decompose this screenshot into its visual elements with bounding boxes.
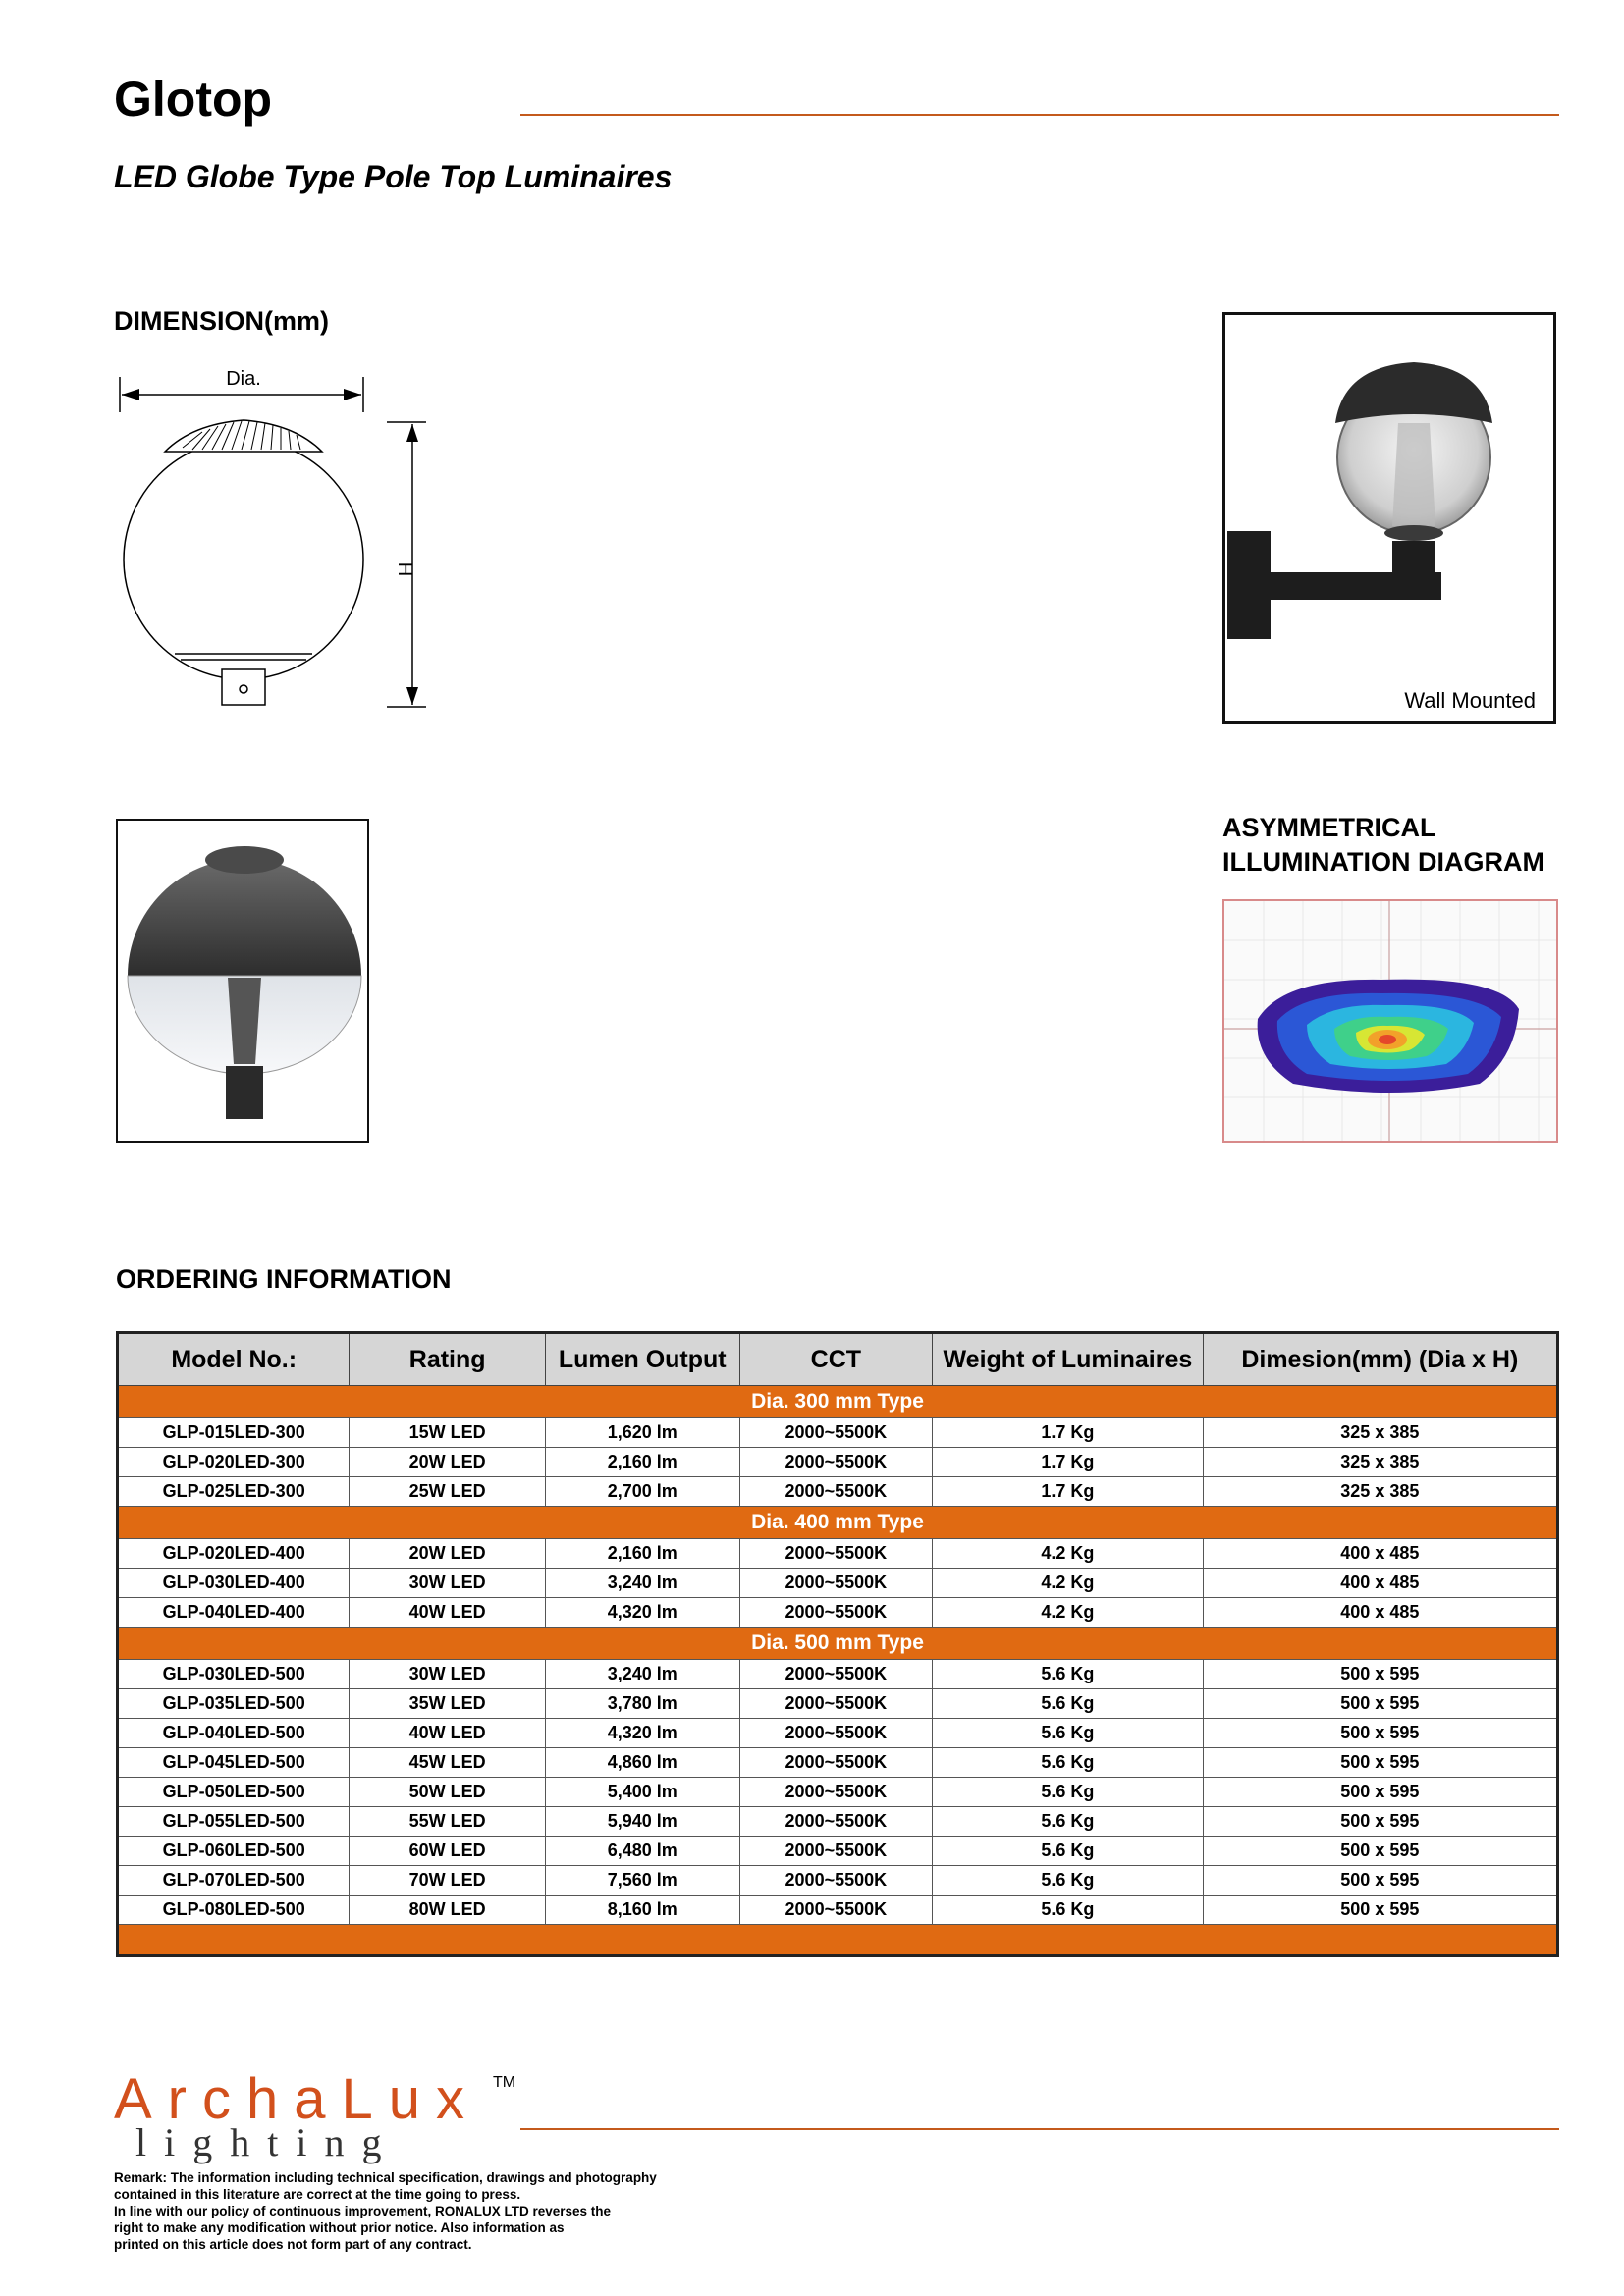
- cell-model: GLP-030LED-500: [118, 1660, 350, 1689]
- table-row: [118, 1748, 1558, 1778]
- cell-rating: 25W LED: [350, 1477, 546, 1507]
- remark-line: Remark: The information including technical specification, drawings and photography: [114, 2170, 657, 2185]
- remark-line: printed on this article does not form part of any contract.: [114, 2237, 472, 2252]
- cell-lumen: 3,240 lm: [545, 1660, 739, 1689]
- cell-lumen: 6,480 lm: [545, 1837, 739, 1866]
- group-header-500: Dia. 500 mm Type: [118, 1628, 1558, 1660]
- cell-weight: 5.6 Kg: [933, 1807, 1203, 1837]
- table-row: [118, 1539, 1558, 1569]
- cell-cct: 2000~5500K: [739, 1477, 933, 1507]
- remark-line: right to make any modification without prior notice. Also information as: [114, 2220, 565, 2235]
- remark-text: [114, 2169, 801, 2253]
- cell-rating: 40W LED: [350, 1719, 546, 1748]
- cell-model: GLP-040LED-500: [118, 1719, 350, 1748]
- cell-model: GLP-080LED-500: [118, 1896, 350, 1925]
- cell-dimension: 500 x 595: [1203, 1660, 1557, 1689]
- cell-weight: 5.6 Kg: [933, 1896, 1203, 1925]
- cell-rating: 80W LED: [350, 1896, 546, 1925]
- cell-rating: 15W LED: [350, 1418, 546, 1448]
- cell-cct: 2000~5500K: [739, 1866, 933, 1896]
- cell-weight: 5.6 Kg: [933, 1660, 1203, 1689]
- cell-rating: 35W LED: [350, 1689, 546, 1719]
- illumination-heading-line1: ASYMMETRICAL: [1222, 813, 1436, 842]
- dia-label: Dia.: [226, 368, 261, 390]
- cell-weight: 5.6 Kg: [933, 1866, 1203, 1896]
- table-row: [118, 1418, 1558, 1448]
- cell-rating: 70W LED: [350, 1866, 546, 1896]
- cell-dimension: 500 x 595: [1203, 1748, 1557, 1778]
- cell-model: GLP-050LED-500: [118, 1778, 350, 1807]
- cell-rating: 20W LED: [350, 1539, 546, 1569]
- cell-cct: 2000~5500K: [739, 1719, 933, 1748]
- table-row: [118, 1807, 1558, 1837]
- cell-lumen: 4,320 lm: [545, 1598, 739, 1628]
- cell-weight: 4.2 Kg: [933, 1539, 1203, 1569]
- footer-divider: [520, 2128, 1559, 2130]
- table-row: [118, 1569, 1558, 1598]
- cell-lumen: 2,160 lm: [545, 1448, 739, 1477]
- cell-dimension: 500 x 595: [1203, 1689, 1557, 1719]
- logo-tagline: lighting: [135, 2120, 400, 2164]
- cell-dimension: 500 x 595: [1203, 1866, 1557, 1896]
- cell-model: GLP-045LED-500: [118, 1748, 350, 1778]
- cell-lumen: 2,160 lm: [545, 1539, 739, 1569]
- dimension-drawing: [114, 363, 438, 726]
- cell-weight: 1.7 Kg: [933, 1448, 1203, 1477]
- ordering-table-container: [116, 1331, 1559, 1957]
- table-row: [118, 1448, 1558, 1477]
- wall-mounted-photo: [1222, 312, 1556, 724]
- cell-rating: 20W LED: [350, 1448, 546, 1477]
- cell-lumen: 2,700 lm: [545, 1477, 739, 1507]
- cell-model: GLP-055LED-500: [118, 1807, 350, 1837]
- cell-weight: 5.6 Kg: [933, 1778, 1203, 1807]
- cell-lumen: 3,240 lm: [545, 1569, 739, 1598]
- cell-weight: 5.6 Kg: [933, 1748, 1203, 1778]
- archalux-logo: [114, 2061, 526, 2169]
- col-cct: CCT: [739, 1333, 933, 1386]
- table-row: [118, 1837, 1558, 1866]
- table-row: [118, 1866, 1558, 1896]
- col-model: Model No.:: [118, 1333, 350, 1386]
- cell-cct: 2000~5500K: [739, 1598, 933, 1628]
- cell-weight: 5.6 Kg: [933, 1837, 1203, 1866]
- cell-cct: 2000~5500K: [739, 1660, 933, 1689]
- cell-cct: 2000~5500K: [739, 1807, 933, 1837]
- cell-lumen: 1,620 lm: [545, 1418, 739, 1448]
- cell-lumen: 4,320 lm: [545, 1719, 739, 1748]
- cell-cct: 2000~5500K: [739, 1837, 933, 1866]
- page-subtitle: LED Globe Type Pole Top Luminaires: [114, 159, 673, 194]
- col-rating: Rating: [350, 1333, 546, 1386]
- cell-dimension: 325 x 385: [1203, 1448, 1557, 1477]
- cell-lumen: 5,400 lm: [545, 1778, 739, 1807]
- logo-trademark: TM: [493, 2074, 516, 2091]
- group-header-400: Dia. 400 mm Type: [118, 1507, 1558, 1539]
- cell-cct: 2000~5500K: [739, 1689, 933, 1719]
- cell-dimension: 400 x 485: [1203, 1598, 1557, 1628]
- cell-model: GLP-060LED-500: [118, 1837, 350, 1866]
- cell-dimension: 325 x 385: [1203, 1418, 1557, 1448]
- cell-lumen: 3,780 lm: [545, 1689, 739, 1719]
- cell-rating: 40W LED: [350, 1598, 546, 1628]
- dimension-heading: DIMENSION(mm): [114, 306, 330, 336]
- cell-weight: 5.6 Kg: [933, 1689, 1203, 1719]
- cell-dimension: 400 x 485: [1203, 1569, 1557, 1598]
- cell-model: GLP-070LED-500: [118, 1866, 350, 1896]
- illumination-diagram: [1222, 899, 1558, 1143]
- cell-cct: 2000~5500K: [739, 1418, 933, 1448]
- cell-weight: 1.7 Kg: [933, 1477, 1203, 1507]
- cell-lumen: 7,560 lm: [545, 1866, 739, 1896]
- table-header-row: [118, 1333, 1558, 1386]
- cell-weight: 1.7 Kg: [933, 1418, 1203, 1448]
- cell-lumen: 5,940 lm: [545, 1807, 739, 1837]
- cell-cct: 2000~5500K: [739, 1539, 933, 1569]
- illumination-heading: [1222, 811, 1544, 880]
- cell-model: GLP-020LED-400: [118, 1539, 350, 1569]
- product-photo: [116, 819, 369, 1143]
- cell-weight: 4.2 Kg: [933, 1569, 1203, 1598]
- title-divider: [520, 114, 1559, 116]
- cell-dimension: 500 x 595: [1203, 1896, 1557, 1925]
- table-row: [118, 1598, 1558, 1628]
- table-row: [118, 1477, 1558, 1507]
- table-row: [118, 1896, 1558, 1925]
- remark-line: contained in this literature are correct at the time going to press.: [114, 2187, 521, 2202]
- cell-model: GLP-020LED-300: [118, 1448, 350, 1477]
- cell-model: GLP-035LED-500: [118, 1689, 350, 1719]
- cell-rating: 30W LED: [350, 1660, 546, 1689]
- table-row: [118, 1660, 1558, 1689]
- remark-line: In line with our policy of continuous improvement, RONALUX LTD reverses the: [114, 2204, 612, 2218]
- group-header-300: Dia. 300 mm Type: [118, 1386, 1558, 1418]
- cell-rating: 60W LED: [350, 1837, 546, 1866]
- cell-model: GLP-030LED-400: [118, 1569, 350, 1598]
- cell-cct: 2000~5500K: [739, 1896, 933, 1925]
- table-row: [118, 1719, 1558, 1748]
- cell-cct: 2000~5500K: [739, 1748, 933, 1778]
- cell-rating: 30W LED: [350, 1569, 546, 1598]
- col-weight: Weight of Luminaires: [933, 1333, 1203, 1386]
- cell-dimension: 500 x 595: [1203, 1719, 1557, 1748]
- cell-dimension: 400 x 485: [1203, 1539, 1557, 1569]
- cell-rating: 45W LED: [350, 1748, 546, 1778]
- ordering-heading: ORDERING INFORMATION: [116, 1264, 452, 1294]
- cell-rating: 55W LED: [350, 1807, 546, 1837]
- table-footer-bar: [118, 1925, 1558, 1956]
- cell-cct: 2000~5500K: [739, 1448, 933, 1477]
- logo-brand: ArchaLux: [114, 2067, 481, 2131]
- cell-dimension: 500 x 595: [1203, 1807, 1557, 1837]
- illumination-heading-line2: ILLUMINATION DIAGRAM: [1222, 847, 1544, 877]
- h-label: H: [394, 561, 415, 577]
- cell-dimension: 325 x 385: [1203, 1477, 1557, 1507]
- wall-mounted-label: Wall Mounted: [1404, 688, 1536, 713]
- cell-weight: 4.2 Kg: [933, 1598, 1203, 1628]
- cell-weight: 5.6 Kg: [933, 1719, 1203, 1748]
- col-lumen: Lumen Output: [545, 1333, 739, 1386]
- cell-lumen: 8,160 lm: [545, 1896, 739, 1925]
- page-title: Glotop: [114, 72, 273, 127]
- cell-model: GLP-040LED-400: [118, 1598, 350, 1628]
- cell-dimension: 500 x 595: [1203, 1837, 1557, 1866]
- cell-lumen: 4,860 lm: [545, 1748, 739, 1778]
- cell-model: GLP-025LED-300: [118, 1477, 350, 1507]
- cell-model: GLP-015LED-300: [118, 1418, 350, 1448]
- cell-cct: 2000~5500K: [739, 1569, 933, 1598]
- cell-rating: 50W LED: [350, 1778, 546, 1807]
- cell-dimension: 500 x 595: [1203, 1778, 1557, 1807]
- cell-cct: 2000~5500K: [739, 1778, 933, 1807]
- table-row: [118, 1778, 1558, 1807]
- ordering-table: [116, 1331, 1559, 1957]
- col-dimension: Dimesion(mm) (Dia x H): [1203, 1333, 1557, 1386]
- table-row: [118, 1689, 1558, 1719]
